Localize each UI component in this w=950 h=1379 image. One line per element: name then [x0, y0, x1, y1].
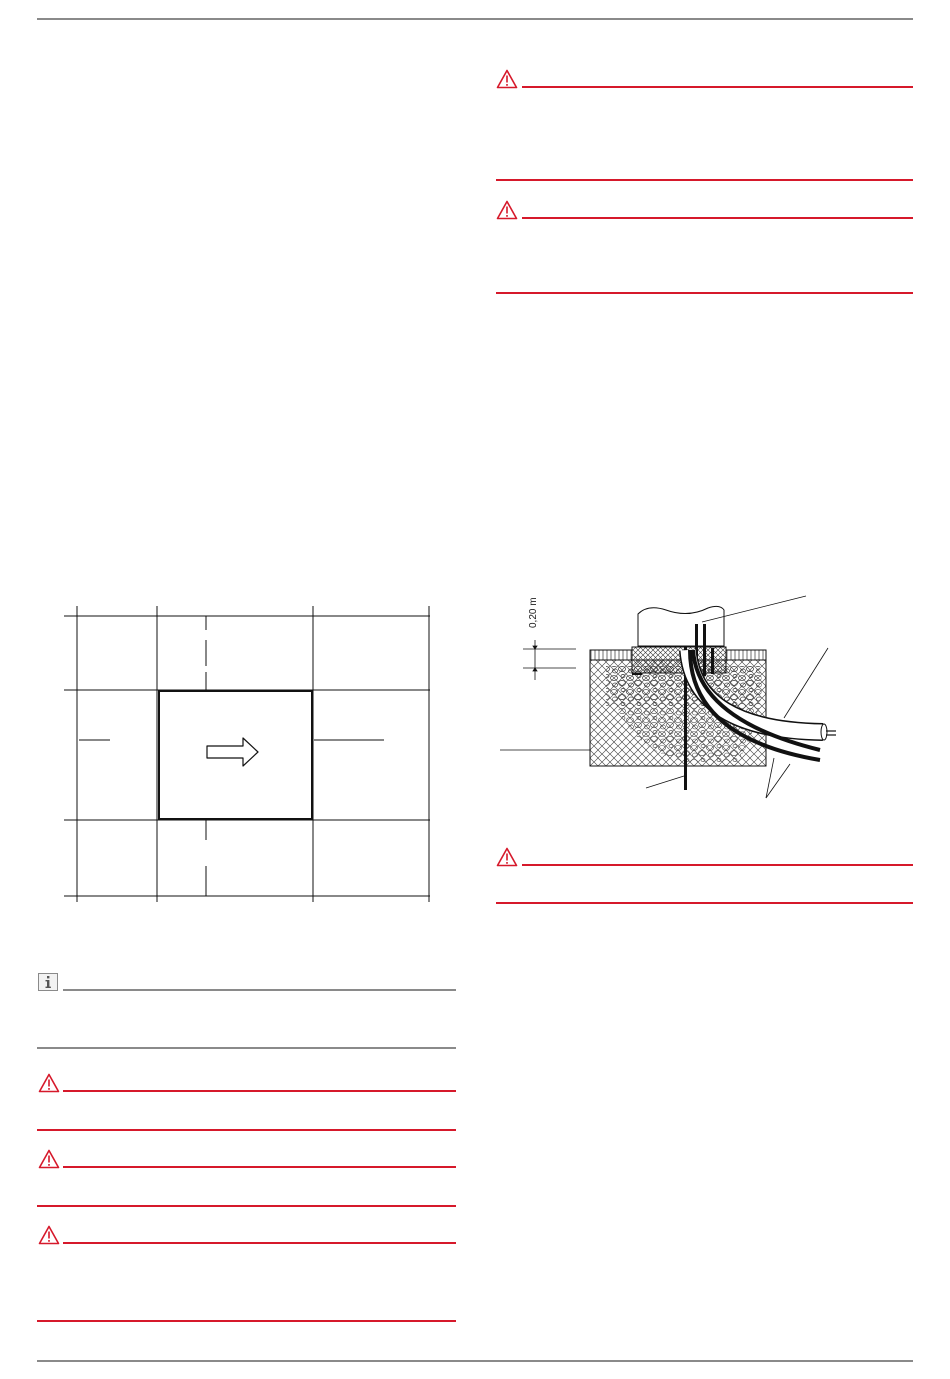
- warning-top-line: [63, 1242, 456, 1244]
- warning-triangle-icon: [38, 1225, 60, 1245]
- warning-bottom-line: [37, 1205, 456, 1207]
- info-bottom-line: [37, 1047, 456, 1049]
- warning-triangle-icon: [496, 847, 518, 867]
- header-rule: [37, 18, 913, 20]
- cable-section-figure: [498, 590, 843, 800]
- dimension-label: 0,20 m: [528, 597, 539, 628]
- warning-top-line: [522, 864, 913, 866]
- warning-top-line: [63, 1166, 456, 1168]
- grid-plan-figure: [60, 604, 438, 904]
- warning-bottom-line: [496, 292, 913, 294]
- warning-triangle-icon: [496, 200, 518, 220]
- warning-bottom-line: [496, 179, 913, 181]
- footer-rule: [37, 1360, 913, 1362]
- warning-top-line: [63, 1090, 456, 1092]
- warning-top-line: [522, 217, 913, 219]
- info-icon: [38, 973, 58, 991]
- arrow-right-icon: [207, 738, 258, 766]
- info-top-line: [63, 989, 456, 991]
- warning-top-line: [522, 86, 913, 88]
- warning-triangle-icon: [38, 1073, 60, 1093]
- warning-bottom-line: [37, 1129, 456, 1131]
- warning-bottom-line: [496, 902, 913, 904]
- warning-triangle-icon: [38, 1149, 60, 1169]
- warning-bottom-line: [37, 1320, 456, 1322]
- warning-triangle-icon: [496, 69, 518, 89]
